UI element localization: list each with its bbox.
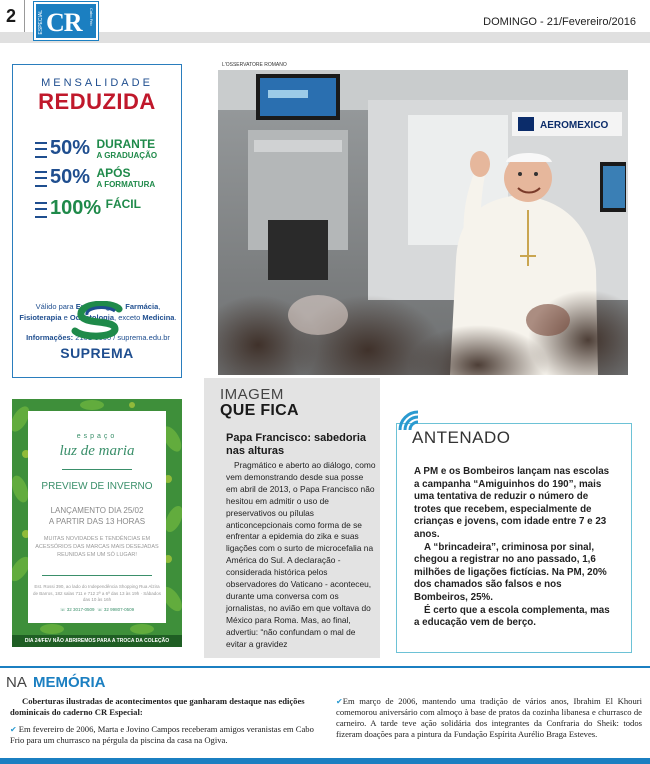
ad-espaco: espaço [76,433,118,440]
lines-icon [35,142,47,158]
article-body: Pragmático e aberto ao diálogo, como vem demonstrando desde sua posse em abril de 2013, o Papa Francisco não hesitou em admitir o uso de preservativos ou pílulas anticoncepcionais como forma de se enfrentar a epidemia do zika e suas ligações com o surto de microcefalia na América do Sul. A declaração - considerada histórica pelos observadores do Vaticano - aconteceu, durante uma conversa com os jornalistas, no avião em que voltava do México para Roma. Mas, ao final, advertiu: “não confundam o mal de evitar a gravidez [226,460,376,649]
airplane-cabin-photo [218,70,628,375]
ad-headline-2: REDUZIDA [38,89,156,114]
ad-offer-row-1: 50% DURANTE A GRADUAÇÃO [35,137,157,160]
edition-date: DOMINGO - 21/Fevereiro/2016 [483,16,636,28]
ad-phones: ☏ 32 3017-0509 ☏ 32 99807-0509 [59,607,135,612]
whatsapp-icon: ☏ [97,607,104,612]
divider [62,469,132,470]
ad-brand-luz: luz de maria [59,443,135,459]
page-number: 2 [6,6,17,26]
ad-suprema[interactable] [12,64,182,378]
memoria-item-left: ✔ Em fevereiro de 2006, Marta e Jovino Campos receberam amigos veranistas em Cabo Frio para um churrasco na pérgula da piscina da casa na Ogiva. [10,724,314,745]
ad-offer-row-2: 50% APÓS A FORMATURA [35,166,155,189]
divider [42,575,152,576]
section-heading: QUE FICA [220,402,299,419]
newspaper-logo [34,2,98,40]
logo-side-text-right: Cabo Frio [89,8,94,26]
check-icon: ✔ [10,725,19,734]
article-title: Papa Francisco: sabedoria nas alturas [226,432,366,457]
memoria-heading: MEMÓRIA [33,674,106,691]
bottom-bar [0,758,650,764]
lines-icon [35,171,47,187]
suprema-logo-icon [71,301,125,341]
ad-launch: LANÇAMENTO DIA 25/02 A PARTIR DAS 13 HORAS [48,506,146,526]
ad-footer: DIA 24/FEV NÃO ABRIREMOS PARA A TROCA DA COLEÇÃO [12,635,182,647]
ad-offer-row-3: 100% $^{FÁCIL}$ [35,197,141,220]
antenado-title: ANTENADO [412,428,511,447]
antenado-body: A PM e os Bombeiros lançam nas escolas a campanha “Amiguinhos do 190”, mais uma tentativa de reduzir o número de trotes que recebem, especialmente de crianças e jovens, com idade entre 7 e 23 anos. A “brincadeira”, criminosa por sinal, chegou a registrar no ano passado, 1,6 milhões de ligações fictícias. Na PM, 20% dos chamados são falsos e nos Bombeiros, 25%. É certo que a escola complementa, mas a educação vem de berço. [414,466,610,629]
check-icon: ✔ [336,697,343,706]
ad-address: Est. Rossi 390, ao lado do Independência Shopping Rua Alzira de Barros, 182 salas 711 e 712 2ª a 6ª das 13 às 19h · Sábados das 10 às 16h [32,584,162,602]
ad-card [28,411,166,623]
memoria-divider [0,666,650,668]
phone-icon: ☏ [59,607,67,612]
ad-headline-1: MENSALIDADE [41,77,153,89]
memoria-kicker: NA [6,674,27,691]
logo-text: CR [46,8,82,37]
section-kicker: IMAGEM [220,386,284,403]
lines-icon [35,202,47,218]
logo-side-text: ESPECIAL [38,10,44,35]
airline-sign: AEROMEXICO [540,120,609,131]
photo-credit: L'OSSERVATORE ROMANO [222,62,287,68]
header-divider [24,0,25,32]
ad-luz-de-maria[interactable] [12,399,182,647]
memoria-item-right: ✔Em março de 2006, mantendo uma tradição de vários anos, Ibrahim El Khouri comemorou aniversário com almoço à base de pratos da cozinha libanesa e churrasco de carneiro. A tarde teve ação solidária dos integrantes da Confraria do Sheik: todos fizeram doações para a pintura da Fundação Espírita Aurélio Braga Esteves. [336,696,642,739]
ad-valid-text: Válido para Enfermagem, Farmácia, Fisioterapia e Odontologia, exceto Medicina. [19,302,177,322]
ad-info: Informações: 2101-5000 / suprema.edu.br [26,333,170,342]
ad-news: MUITAS NOVIDADES E TENDÊNCIAS EM ACESSÓRIOS DAS MARCAS MAIS DESEJADAS REUNIDAS EM UM SÓ LUGAR! [35,536,159,558]
ad-brand: SUPREMA [60,345,134,361]
memoria-intro: Coberturas ilustradas de acontecimentos que ganharam destaque nas edições dominicais do caderno CR Especial: [10,696,305,717]
ad-preview: PREVIEW DE INVERNO [41,481,153,492]
pope-photo [218,70,628,375]
